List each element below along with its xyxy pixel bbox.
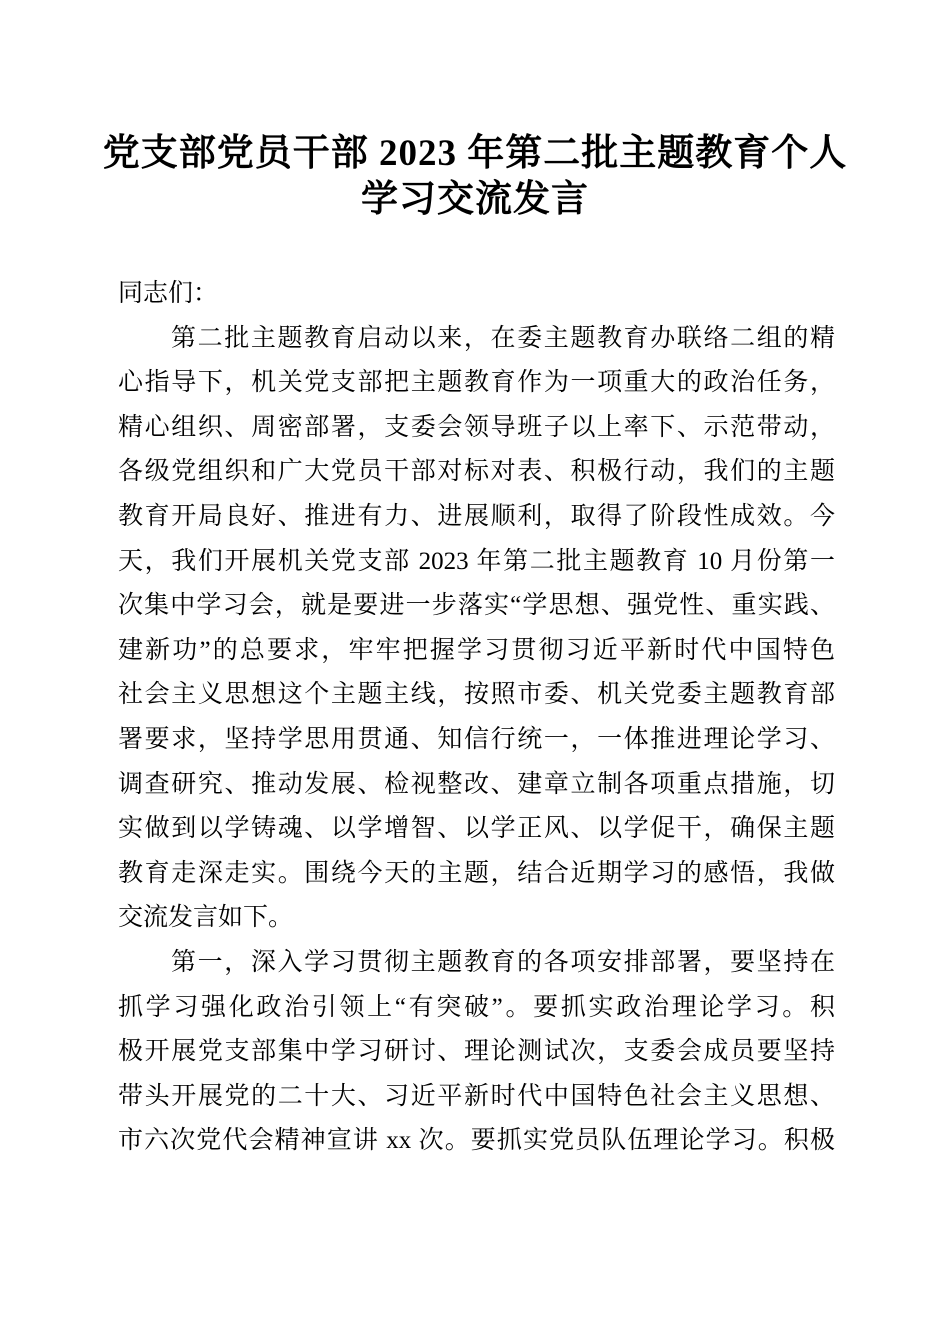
text-line: 天，我们开展机关党支部 2023 年第二批主题教育 10 月份第一: [118, 547, 835, 575]
text-line: 建新功”的总要求，牢牢把握学习贯彻习近平新时代中国特色: [118, 636, 835, 664]
text-line: 教育开局良好、推进有力、进展顺利，取得了阶段性成效。今: [118, 502, 835, 530]
document-title-line-1: 党支部党员干部 2023 年第二批主题教育个人: [102, 133, 848, 174]
text-line: 署要求，坚持学思用贯通、知信行统一，一体推进理论学习、: [118, 725, 835, 753]
text-line: 第二批主题教育启动以来，在委主题教育办联络二组的精: [171, 324, 835, 352]
text-line: 调查研究、推动发展、检视整改、建章立制各项重点措施，切: [118, 770, 835, 798]
document-title-line-2: 学习交流发言: [361, 179, 589, 220]
text-line: 交流发言如下。: [118, 904, 294, 932]
text-line: 同志们：: [118, 280, 219, 307]
text-line: 抓学习强化政治引领上“有突破”。要抓实政治理论学习。积: [118, 993, 835, 1021]
document-title: [59, 131, 891, 223]
text-line: 带头开展党的二十大、习近平新时代中国特色社会主义思想、: [118, 1082, 835, 1110]
text-line: 各级党组织和广大党员干部对标对表、积极行动，我们的主题: [118, 458, 835, 486]
text-line: 实做到以学铸魂、以学增智、以学正风、以学促干，确保主题: [118, 815, 835, 843]
text-line: 次集中学习会，就是要进一步落实“学思想、强党性、重实践、: [118, 592, 835, 620]
text-line: 教育走深走实。围绕今天的主题，结合近期学习的感悟，我做: [118, 859, 835, 887]
text-line: 第一，深入学习贯彻主题教育的各项安排部署，要坚持在: [171, 948, 835, 976]
document-body: [118, 272, 835, 1164]
text-line: 社会主义思想这个主题主线，按照市委、机关党委主题教育部: [118, 681, 835, 709]
text-line: 心指导下，机关党支部把主题教育作为一项重大的政治任务，: [118, 369, 835, 397]
text-line: 市六次党代会精神宣讲 xx 次。要抓实党员队伍理论学习。积极: [118, 1127, 835, 1155]
text-line: 极开展党支部集中学习研讨、理论测试次，支委会成员要坚持: [118, 1038, 835, 1066]
text-line: 精心组织、周密部署，支委会领导班子以上率下、示范带动，: [118, 413, 835, 441]
